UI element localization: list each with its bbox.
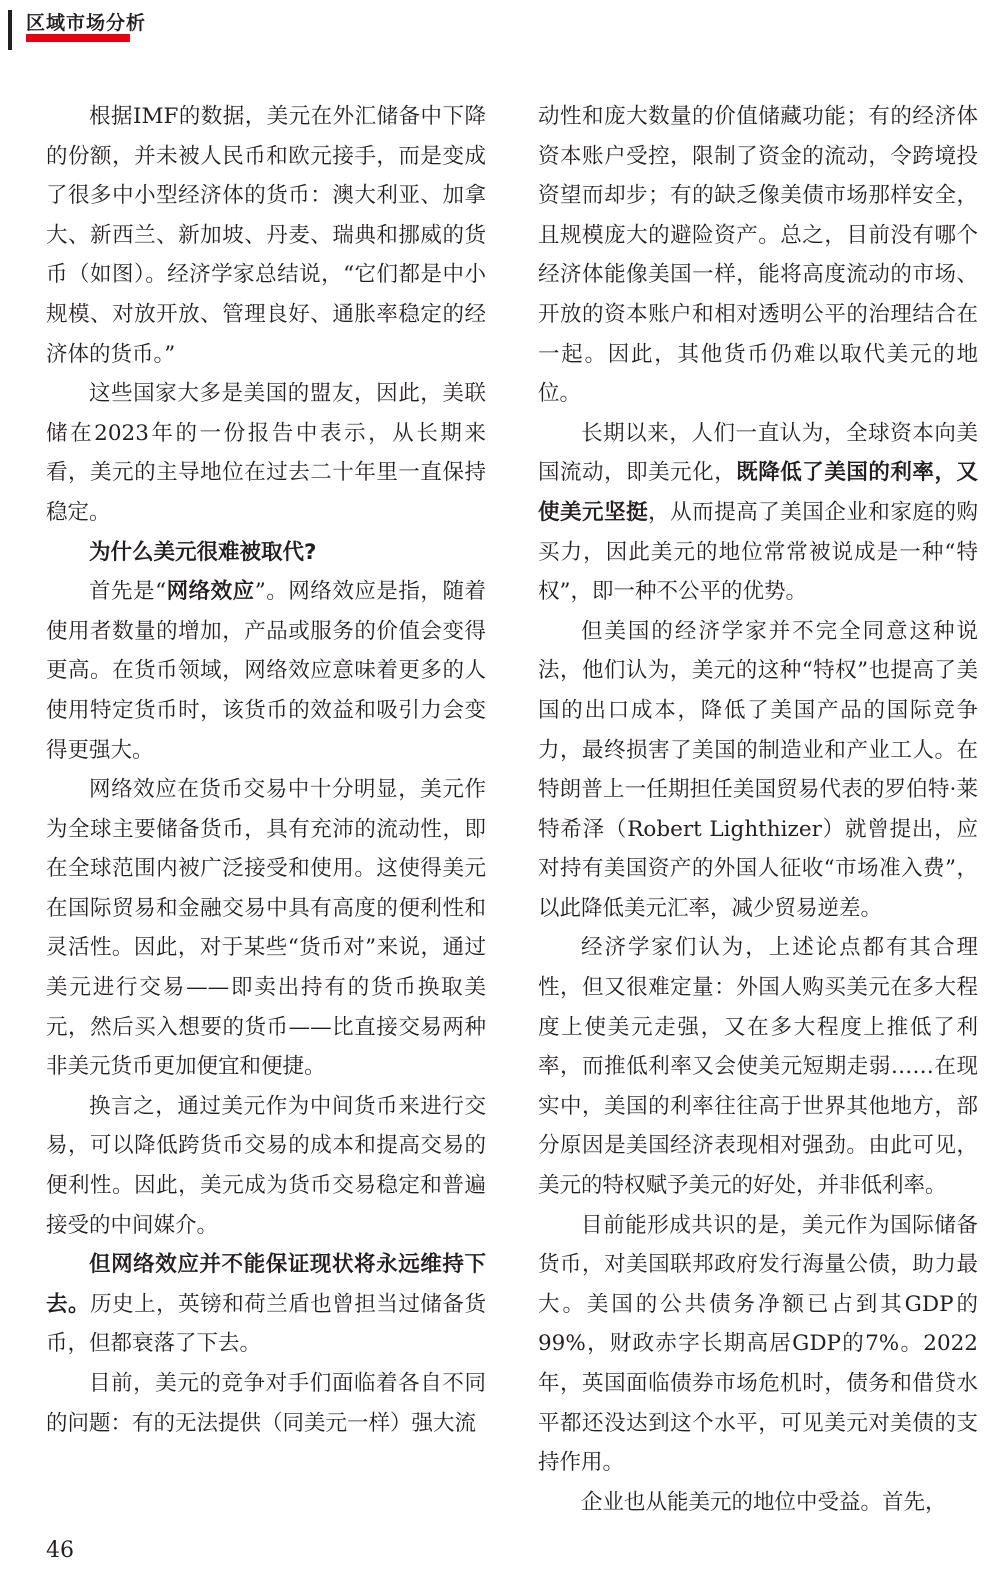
subheading: 为什么美元很难被取代? [89, 539, 317, 565]
paragraph: 目前能形成共识的是，美元作为国际储备货币，对美国联邦政府发行海量公债，助力最大。美国的公共债务净额已占到其GDP的99%，财政赤字长期高居GDP的7%。2022年，英国面临债券市场危机时，债务和借贷水平都还没达到这个水平，可见美元对美债的支持作用。 [538, 1212, 978, 1476]
section-underline [26, 34, 130, 42]
text-run: 长期以来，人们一直认为，全球资本向美国流动，即美元化， [538, 420, 978, 486]
paragraph [46, 572, 486, 770]
header-accent-bar [8, 10, 12, 50]
emphasis-term: 网络效应 [166, 579, 255, 605]
paragraph: 但美国的经济学家并不完全同意这种说法，他们认为，美元的这种“特权”也提高了美国的出口成本，降低了美国产品的国际竞争力，最终损害了美国的制造业和产业工人。在特朗普上一任期担任美国贸易代表的罗伯特·莱特希泽（Robert Lighthizer）就曾提出，应对持有美国资产的外国人征收“市场准入费”，以此降低美元汇率，减少贸易逆差。 [538, 618, 978, 921]
right-column [538, 97, 978, 1522]
section-label: 区域市场分析 [26, 12, 147, 34]
paragraph: 目前，美元的竞争对手们面临着各自不同的问题：有的无法提供（同美元一样）强大流 [46, 1371, 486, 1436]
emphasis-phrase: 既降低了美国的利率，又使美元坚挺 [538, 460, 978, 525]
paragraph: 网络效应在货币交易中十分明显，美元作为全球主要储备货币，具有充沛的流动性，即在全球范围内被广泛接受和使用。这使得美元在国际贸易和金融交易中具有高度的便利性和灵活性。因此，对于某些“货币对”来说，通过美元进行交易——即卖出持有的货币换取美元，然后买入想要的货币——比直接交易两种非美元货币更加便宜和便捷。 [46, 777, 486, 1080]
paragraph: 企业也从能美元的地位中受益。首先， [581, 1489, 947, 1515]
paragraph: 换言之，通过美元作为中间货币来进行交易，可以降低跨货币交易的成本和提高交易的便利性。因此，美元成为货币交易稳定和普遍接受的中间媒介。 [46, 1093, 486, 1238]
paragraph: 根据IMF的数据，美元在外汇储备中下降的份额，并未被人民币和欧元接手，而是变成了很多中小型经济体的货币：澳大利亚、加拿大、新西兰、新加坡、丹麦、瑞典和挪威的货币（如图）。经济学家总结说，“它们都是中小规模、对放开放、管理良好、通胀率稳定的经济体的货币。” [46, 104, 486, 367]
paragraph [46, 1245, 486, 1364]
paragraph-continued: 动性和庞大数量的价值储藏功能；有的经济体资本账户受控，限制了资金的流动，令跨境投资望而却步；有的缺乏像美债市场那样安全，且规模庞大的避险资产。总之，目前没有哪个经济体能像美国一样，能将高度流动的市场、开放的资本账户和相对透明公平的治理结合在一起。因此，其他货币仍难以取代美元的地位。 [538, 104, 978, 407]
paragraph: 这些国家大多是美国的盟友，因此，美联储在2023年的一份报告中表示，从长期来看，美元的主导地位在过去二十年里一直保持稳定。 [46, 381, 486, 525]
left-column [46, 97, 486, 1443]
paragraph: 经济学家们认为，上述论点都有其合理性，但又很难定量：外国人购买美元在多大程度上使美元走强，又在多大程度上推低了利率，而推低利率又会使美元短期走弱……在现实中，美国的利率往往高于世界其他地方，部分原因是美国经济表现相对强劲。由此可见，美元的特权赋予美元的好处，并非低利率。 [538, 935, 978, 1199]
paragraph [538, 414, 978, 612]
text-run: 历史上，英镑和荷兰盾也曾担当过储备货币，但都衰落了下去。 [46, 1291, 486, 1357]
emphasis-sentence: 但网络效应并不能保证现状将永远维持下去。 [46, 1252, 486, 1317]
text-run: ”。网络效应是指，随着使用者数量的增加，产品或服务的价值会变得更高。在货币领域，网络效应意味着更多的人使用特定货币时，该货币的效益和吸引力会变得更强大。 [46, 579, 486, 763]
text-run: ，从而提高了美国企业和家庭的购买力，因此美元的地位常常被说成是一种“特权”，即一种不公平的优势。 [538, 499, 978, 605]
text-run: 首先是“ [89, 579, 167, 605]
page-number: 46 [46, 1538, 74, 1563]
